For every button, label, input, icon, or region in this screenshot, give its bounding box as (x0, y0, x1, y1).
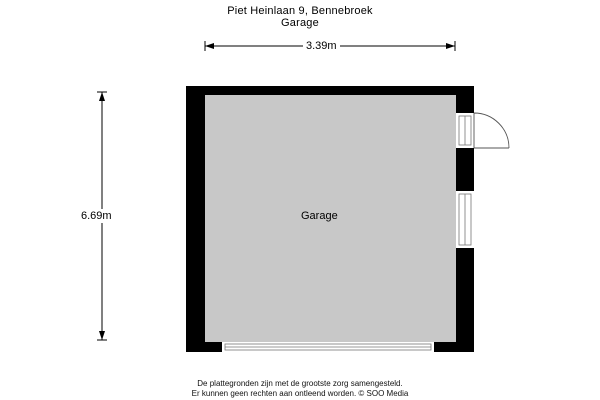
side-window (456, 191, 474, 248)
room-label-garage: Garage (301, 210, 338, 222)
height-dimension-label: 6.69m (81, 210, 112, 222)
garage-door (222, 342, 434, 352)
disclaimer-line-1: De plattegronden zijn met de grootste zorg samengesteld. (197, 379, 403, 388)
disclaimer-line-2: Er kunnen geen rechten aan ontleend worden. © SOO Media (191, 389, 409, 398)
floor-name: Garage (281, 17, 319, 29)
side-door (456, 113, 509, 148)
width-dimension-label: 3.39m (303, 40, 340, 52)
plan-title: Piet Heinlaan 9, Bennebroek (227, 5, 373, 17)
